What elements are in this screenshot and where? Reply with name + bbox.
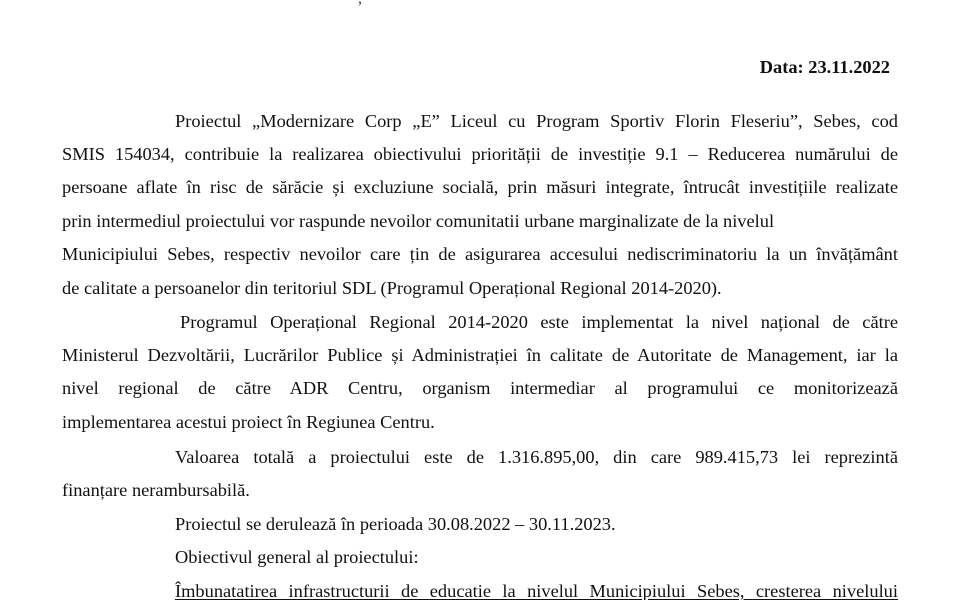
- paragraph-1-line-2: SMIS 154034, contribuie la realizarea obiectivului priorității de investiție 9.1 – Reducerea numărului de: [62, 144, 898, 164]
- paragraph-2-line-2: Ministerul Dezvoltării, Lucrărilor Publice și Administrației în calitate de Autoritate de Management, iar la: [62, 345, 898, 365]
- paragraph-2-line-3: nivel regional de către ADR Centru, organism intermediar al programului ce monitorizează: [62, 378, 898, 398]
- paragraph-4: Proiectul se derulează în perioada 30.08.2022 – 30.11.2023.: [175, 514, 616, 534]
- paragraph-1-line-5: Municipiului Sebes, respectiv nevoilor care țin de asigurarea accesului nediscriminatoriu la un învățământ: [62, 244, 898, 264]
- document-date: Data: 23.11.2022: [759, 57, 890, 77]
- paragraph-2-line-1: Programul Operațional Regional 2014-2020 este implementat la nivel național de către: [180, 312, 898, 332]
- paragraph-1-line-3: persoane aflate în risc de sărăcie și excluziune socială, prin măsuri integrate, întrucât investițiile realizate: [62, 177, 898, 197]
- paragraph-1-line-6: de calitate a persoanelor din teritoriul SDL (Programul Operațional Regional 2014-2020).: [62, 278, 722, 298]
- top-fragment: [358, 0, 362, 8]
- paragraph-5-heading: Obiectivul general al proiectului:: [175, 547, 419, 567]
- paragraph-3-line-2: finanțare nerambursabilă.: [62, 480, 250, 500]
- paragraph-1-line-4: prin intermediul proiectului vor raspunde nevoilor comunitatii urbane marginalizate de la nivelul: [62, 211, 775, 231]
- paragraph-1-line-1: Proiectul „Modernizare Corp „E” Liceul cu Program Sportiv Florin Fleseriu”, Sebes, cod: [175, 111, 898, 131]
- paragraph-2-line-4: implementarea acestui proiect în Regiunea Centru.: [62, 412, 435, 432]
- paragraph-3-line-1: Valoarea totală a proiectului este de 1.316.895,00, din care 989.415,73 lei reprezintă: [175, 447, 898, 467]
- paragraph-6-text: Îmbunatatirea infrastructurii de educatie la nivelul Municipiului Sebes, cresterea nivelului: [175, 581, 898, 600]
- paragraph-6-line-1: [62, 580, 898, 600]
